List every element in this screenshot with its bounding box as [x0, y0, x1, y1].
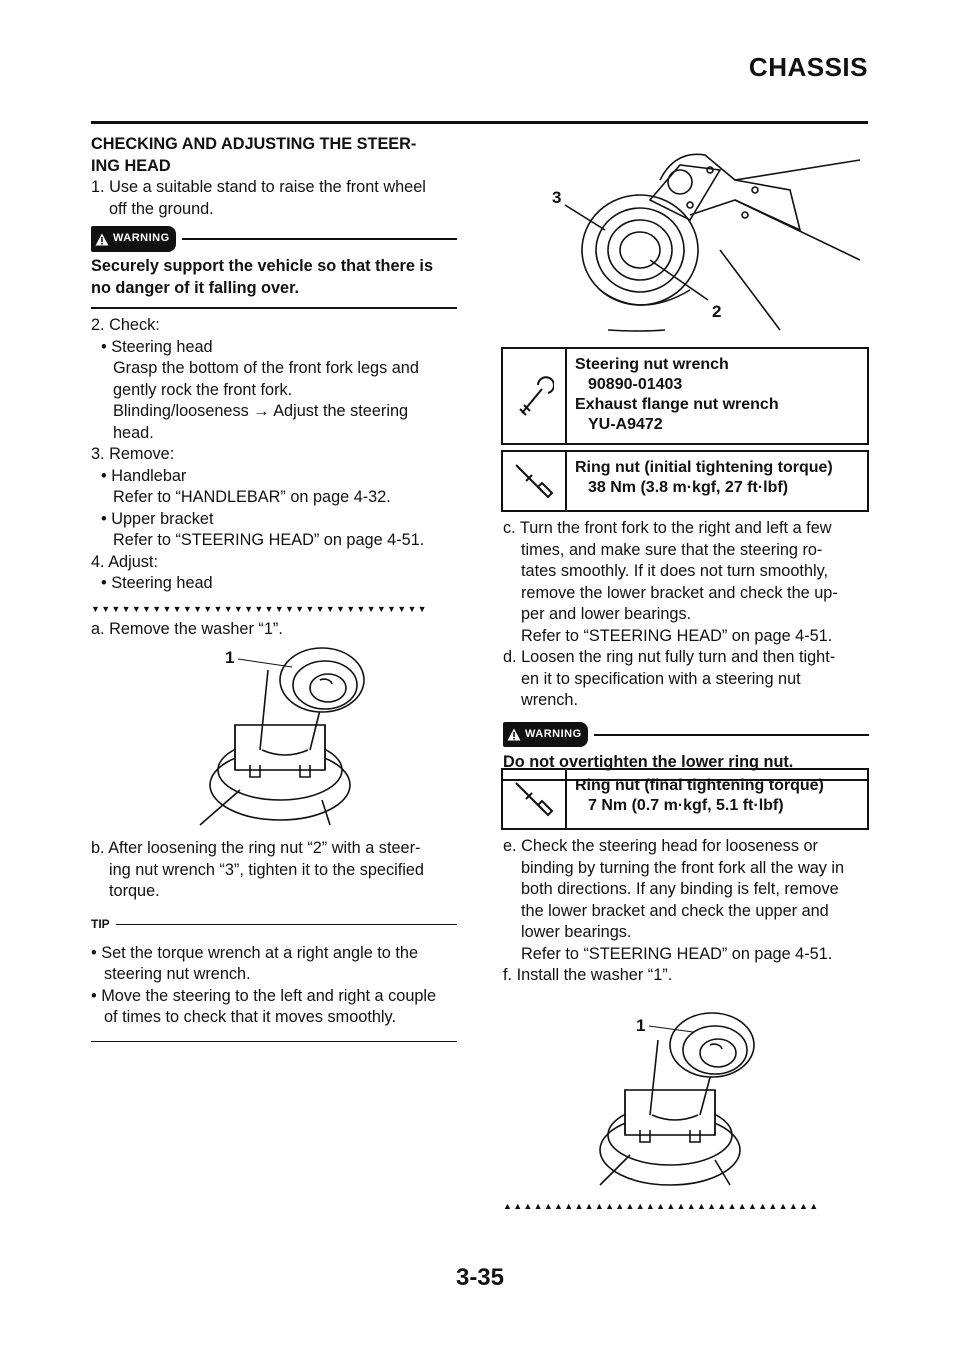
- page-number: 3-35: [455, 1264, 505, 1291]
- warning-icon: [95, 233, 109, 246]
- tip-end-rule: [91, 1041, 457, 1042]
- step-f: f. Install the washer “1”.: [503, 966, 673, 984]
- step-3-bullet: • Handlebar: [101, 466, 187, 485]
- step-4: 4. Adjust:: [91, 552, 158, 571]
- figure-callout-1: 1: [225, 648, 235, 667]
- warning-text: Do not overtighten the lower ring nut.: [503, 752, 794, 771]
- callout-leader: [236, 655, 296, 669]
- right-column-lower: [503, 836, 869, 987]
- torque-title: Ring nut (initial tightening torque): [575, 459, 833, 476]
- special-tool-box: [501, 347, 869, 445]
- step-b: b. After loosening the ring nut “2” with a steer-: [91, 839, 421, 857]
- torque-spec-initial: [501, 450, 869, 512]
- step-e-cont: binding by turning the front fork all the way in: [521, 858, 845, 877]
- section-heading: CHECKING AND ADJUSTING THE STEER-: [91, 135, 417, 153]
- cross-reference: Refer to “STEERING HEAD” on page 4-51.: [521, 626, 833, 645]
- step-b-cont: torque.: [109, 882, 160, 900]
- step-2-text: head.: [113, 423, 154, 442]
- step-e: e. Check the steering head for looseness or: [503, 837, 818, 855]
- figure-callout-1: 1: [636, 1016, 646, 1035]
- tip-item: • Set the torque wrench at a right angle to the: [91, 943, 419, 962]
- step-b-cont: ing nut wrench “3”, tighten it to the specified: [109, 860, 424, 879]
- step-e-cont: the lower bracket and check the upper and: [521, 901, 829, 920]
- warning-end-rule: [91, 307, 457, 309]
- warning-icon: [507, 728, 521, 741]
- warning-badge: WARNING: [503, 722, 588, 748]
- torque-value: 7 Nm (0.7 m·kgf, 5.1 ft·lbf): [588, 797, 784, 814]
- step-2-text: Blinding/looseness → Adjust the steering: [113, 402, 409, 420]
- step-d: d. Loosen the ring nut fully turn and then tight-: [503, 648, 836, 666]
- header-rule: [91, 121, 868, 124]
- warning-text: Securely support the vehicle so that there is: [91, 257, 434, 275]
- tool-number: 90890-01403: [588, 376, 683, 393]
- torque-value: 38 Nm (3.8 m·kgf, 27 ft·lbf): [588, 479, 789, 496]
- tip-item-cont: of times to check that it moves smoothly.: [104, 1008, 396, 1026]
- torque-spec-final: [501, 768, 869, 830]
- step-3: 3. Remove:: [91, 445, 175, 463]
- tip-item: • Move the steering to the left and right a couple: [91, 986, 437, 1005]
- section-heading-cont: ING HEAD: [91, 156, 171, 175]
- step-2-text: Grasp the bottom of the front fork legs and: [113, 359, 419, 377]
- step-c: c. Turn the front fork to the right and left a few: [503, 519, 832, 537]
- step-1-cont: off the ground.: [109, 199, 214, 218]
- step-c-cont: times, and make sure that the steering ro-: [521, 540, 823, 559]
- step-4-bullet: • Steering head: [101, 574, 213, 592]
- figure-callout-2: 2: [712, 302, 722, 321]
- callout-leader: [647, 1022, 697, 1036]
- torque-wrench-icon: [503, 770, 567, 828]
- step-1: 1. Use a suitable stand to raise the front wheel: [91, 178, 426, 196]
- step-c-cont: remove the lower bracket and check the up-: [521, 583, 838, 602]
- step-e-cont: both directions. If any binding is felt, remove: [521, 880, 839, 898]
- step-2-text: gently rock the front fork.: [113, 380, 293, 399]
- cross-reference: Refer to “STEERING HEAD” on page 4-51.: [113, 531, 425, 549]
- wrench-illustration: [560, 140, 860, 340]
- warning-header: [91, 228, 457, 250]
- step-e-cont: lower bearings.: [521, 923, 632, 941]
- warning-badge: WARNING: [91, 226, 176, 252]
- step-d-cont: en it to specification with a steering nut: [521, 669, 801, 688]
- step-3-bullet: • Upper bracket: [101, 509, 214, 528]
- step-c-cont: per and lower bearings.: [521, 605, 692, 623]
- cross-reference: Refer to “HANDLEBAR” on page 4-32.: [113, 488, 391, 506]
- tool-number: YU-A9472: [588, 416, 663, 433]
- torque-wrench-icon: [503, 452, 567, 510]
- procedure-start-marker: ▼▼▼▼▼▼▼▼▼▼▼▼▼▼▼▼▼▼▼▼▼▼▼▼▼▼▼▼▼▼▼▼▼: [91, 603, 428, 614]
- left-column: [91, 134, 457, 640]
- tool-name: Steering nut wrench: [575, 356, 729, 373]
- procedure-end-marker: ▲▲▲▲▲▲▲▲▲▲▲▲▲▲▲▲▲▲▲▲▲▲▲▲▲▲▲▲▲▲▲: [503, 1201, 820, 1211]
- tip-header: [91, 915, 457, 935]
- warning-text-cont: no danger of it falling over.: [91, 278, 300, 297]
- torque-title: Ring nut (final tightening torque): [575, 777, 824, 794]
- tip-item-cont: steering nut wrench.: [104, 965, 251, 983]
- left-column-lower: [91, 838, 457, 1042]
- cross-reference: Refer to “STEERING HEAD” on page 4-51.: [521, 944, 833, 963]
- step-a: a. Remove the washer “1”.: [91, 619, 283, 638]
- page-title: CHASSIS: [748, 52, 868, 82]
- step-d-cont: wrench.: [521, 691, 579, 709]
- tip-label: TIP: [91, 916, 110, 931]
- right-column: [503, 518, 869, 781]
- step-c-cont: tates smoothly. If it does not turn smoothly,: [521, 562, 829, 580]
- step-2-bullet: • Steering head: [101, 337, 213, 356]
- wrench-icon: [503, 349, 567, 443]
- tool-name: Exhaust flange nut wrench: [575, 396, 779, 413]
- step-2: 2. Check:: [91, 316, 160, 334]
- warning-header: [503, 724, 869, 746]
- figure-callout-3: 3: [552, 188, 562, 207]
